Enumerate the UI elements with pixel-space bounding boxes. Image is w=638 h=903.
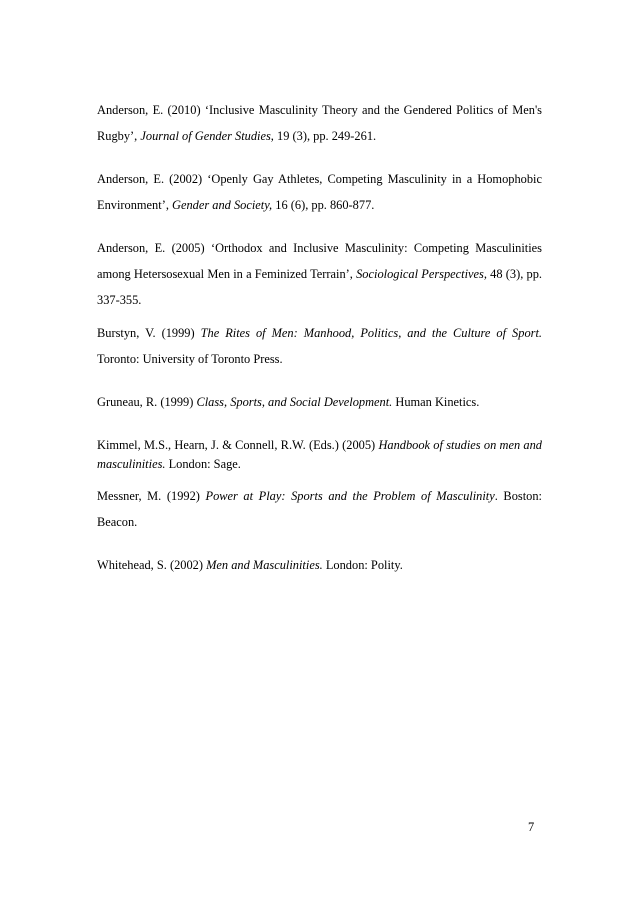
reference-entry [97, 235, 542, 313]
page-number: 7 [528, 820, 535, 834]
reference-title: Class, Sports, and Social Development. [196, 395, 393, 409]
reference-author: Anderson, E. (2002) ‘Openly Gay Athletes, Competing Masculinity in a Homophobic Environment’, [97, 172, 542, 212]
reference-author: Whitehead, S. (2002) [97, 558, 207, 572]
reference-details: London: Sage. [165, 457, 241, 471]
reference-author: Burstyn, V. (1999) [97, 326, 201, 340]
reference-details: Toronto: University of Toronto Press. [97, 352, 283, 366]
reference-details: 19 (3), pp. 249-261. [273, 129, 377, 143]
reference-title: The Rites of Men: Manhood, Politics, and the Culture of Sport. [200, 326, 543, 340]
reference-details: 48 (3), pp. 337-355. [97, 267, 543, 307]
reference-details: Human Kinetics. [392, 395, 480, 409]
reference-author: Messner, M. (1992) [97, 489, 206, 503]
reference-entry [97, 552, 542, 578]
reference-entry [97, 166, 542, 218]
reference-title: Gender and Society, [172, 198, 273, 212]
reference-title: Power at Play: Sports and the Problem of Masculinity [205, 489, 495, 503]
reference-entry [97, 97, 542, 149]
reference-author: Anderson, E. (2010) ‘Inclusive Masculinity Theory and the Gendered Politics of Men's Rugby’, [97, 103, 542, 143]
reference-details: . Boston: Beacon. [97, 489, 542, 529]
reference-entry [97, 483, 542, 535]
reference-title: Men and Masculinities. [206, 558, 323, 572]
reference-entry [97, 436, 542, 474]
reference-title: Journal of Gender Studies, [140, 129, 274, 143]
reference-title: Handbook of studies on men and masculinities. [97, 438, 542, 471]
reference-author: Gruneau, R. (1999) [97, 395, 197, 409]
reference-author: Kimmel, M.S., Hearn, J. & Connell, R.W. (Eds.) (2005) [97, 438, 379, 452]
reference-author: Anderson, E. (2005) ‘Orthodox and Inclusive Masculinity: Competing Masculinities among Hetersosexual Men in a Feminized Terrain’, [97, 241, 542, 281]
reference-title: Sociological Perspectives, [356, 267, 487, 281]
reference-details: London: Polity. [322, 558, 403, 572]
reference-details: 16 (6), pp. 860-877. [272, 198, 375, 212]
reference-entry [97, 389, 542, 415]
reference-entry [97, 320, 542, 372]
